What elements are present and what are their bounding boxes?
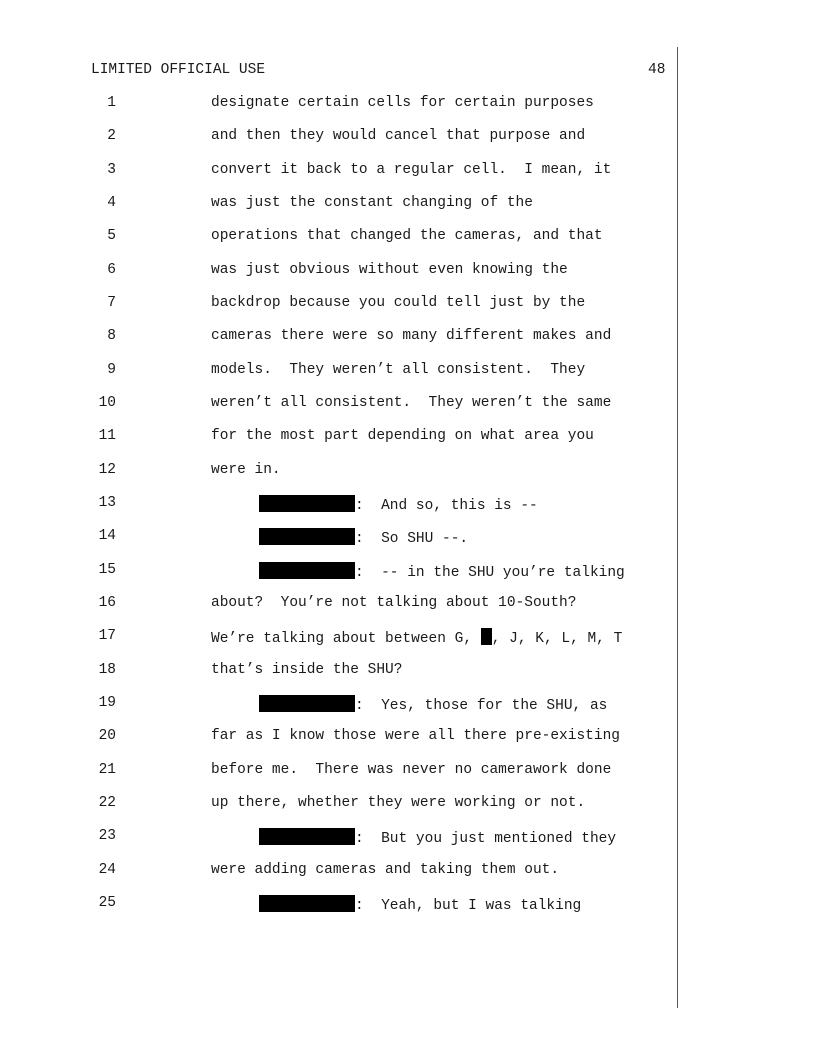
line-number: 22 [98,795,116,811]
transcript-line: far as I know those were all there pre-existing [211,728,620,744]
redaction-bar [259,495,355,512]
line-number: 13 [98,495,116,511]
transcript-line: weren’t all consistent. They weren’t the same [211,395,612,411]
line-number: 21 [98,762,116,778]
line-number: 18 [98,662,116,678]
line-number: 15 [98,562,116,578]
line-number: 1 [107,95,116,111]
redaction-bar [259,895,355,912]
transcript-line: : -- in the SHU you’re talking [355,565,625,581]
redaction-bar [481,628,492,645]
transcript-line: : But you just mentioned they [355,831,617,847]
line-number: 3 [107,162,116,178]
speaker-line [259,562,625,581]
transcript-line: operations that changed the cameras, and that [211,228,603,244]
right-margin-rule [677,47,678,1008]
transcript-line: : Yes, those for the SHU, as [355,698,608,714]
redaction-bar [259,828,355,845]
classification-header: LIMITED OFFICIAL USE [91,62,266,78]
line-number: 14 [98,528,116,544]
transcript-line: convert it back to a regular cell. I mean, it [211,162,612,178]
line-number: 25 [98,895,116,911]
line-number: 7 [107,295,116,311]
transcript-line: about? You’re not talking about 10-South? [211,595,577,611]
line-number: 10 [98,395,116,411]
redaction-bar [259,528,355,545]
transcript-line: for the most part depending on what area you [211,428,594,444]
transcript-line: before me. There was never no camerawork done [211,762,612,778]
line-number: 19 [98,695,116,711]
speaker-line [259,895,581,914]
transcript-line: that’s inside the SHU? [211,662,403,678]
line-number: 9 [107,362,116,378]
speaker-line [259,528,468,547]
line-number: 17 [98,628,116,644]
line-number: 11 [98,428,116,444]
page-number: 48 [648,62,666,78]
transcript-line: up there, whether they were working or not. [211,795,586,811]
line-number: 8 [107,328,116,344]
transcript-line: was just the constant changing of the [211,195,533,211]
transcript-line: and then they would cancel that purpose and [211,128,586,144]
speaker-line [259,695,607,714]
line-number: 6 [107,262,116,278]
line-number: 5 [107,228,116,244]
line-number: 4 [107,195,116,211]
speaker-line [259,495,538,514]
transcript-line: cameras there were so many different makes and [211,328,612,344]
line-number: 20 [98,728,116,744]
redaction-bar [259,695,355,712]
transcript-line-part: We’re talking about between G, [211,631,481,647]
transcript-line: backdrop because you could tell just by the [211,295,586,311]
speaker-line [259,828,616,847]
line-number: 12 [98,462,116,478]
transcript-line: was just obvious without even knowing the [211,262,568,278]
line-number: 16 [98,595,116,611]
line-number: 2 [107,128,116,144]
transcript-line: : So SHU --. [355,531,469,547]
transcript-line: : Yeah, but I was talking [355,898,582,914]
transcript-line-with-redaction [211,628,622,647]
redaction-bar [259,562,355,579]
transcript-line-part: , J, K, L, M, T [491,631,623,647]
line-number: 23 [98,828,116,844]
transcript-line: : And so, this is -- [355,498,538,514]
line-number: 24 [98,862,116,878]
transcript-line: models. They weren’t all consistent. They [211,362,586,378]
transcript-line: were adding cameras and taking them out. [211,862,560,878]
transcript-line: were in. [211,462,281,478]
transcript-line: designate certain cells for certain purposes [211,95,594,111]
